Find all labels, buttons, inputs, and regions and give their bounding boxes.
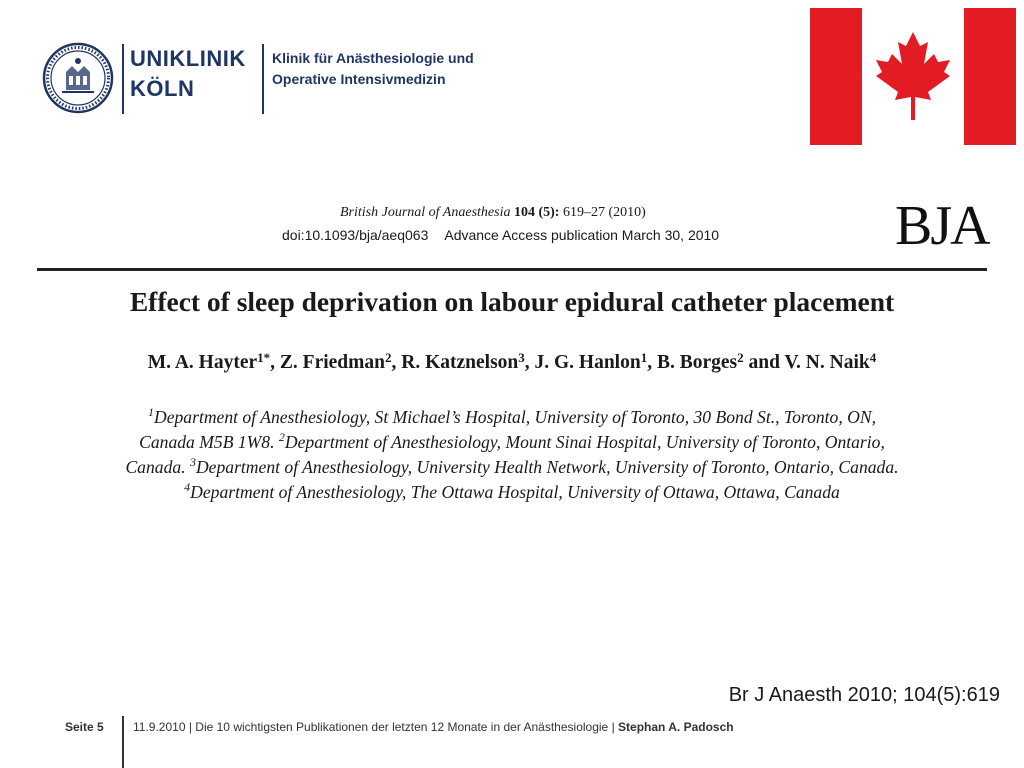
- journal-citation-line: [340, 205, 646, 221]
- paper-title: Effect of sleep deprivation on labour epidural catheter placement: [129, 286, 895, 317]
- author-separator: and: [743, 352, 785, 373]
- affiliation-text: Canada M5B 1W8.: [139, 432, 279, 452]
- affiliation-number: 3: [189, 455, 196, 469]
- affiliation-text: Department of Anesthesiology, Mount Sinai Hospital, University of Toronto, Ontario,: [284, 432, 885, 452]
- author-separator: ,: [270, 352, 280, 373]
- affiliation-line: [30, 405, 994, 430]
- author-separator: ,: [391, 352, 402, 373]
- doi: doi:10.1093/bja/aeq063: [282, 227, 429, 243]
- clinic-line-2: Operative Intensivmedizin: [272, 71, 446, 87]
- page-number: Seite 5: [65, 720, 104, 734]
- affiliation-text: Department of Anesthesiology, St Michael’s Hospital, University of Toronto, 30 Bond St., Toronto, ON,: [153, 407, 876, 427]
- footer-description: Die 10 wichtigsten Publikationen der letzten 12 Monate in der Anästhesiologie: [195, 720, 609, 734]
- affiliation-text: Canada.: [125, 457, 190, 477]
- author-affiliation-number: 2: [737, 350, 744, 365]
- clinic-line-1: Klinik für Anästhesiologie und: [272, 50, 474, 66]
- author-name: J. G. Hanlon: [534, 352, 641, 373]
- journal-name: British Journal of Anaesthesia: [340, 205, 511, 220]
- advance-access: Advance Access publication March 30, 2010: [444, 227, 720, 243]
- footer-author: Stephan A. Padosch: [618, 720, 734, 734]
- affiliation-line: [30, 455, 994, 480]
- footer-separator: |: [185, 720, 196, 734]
- university-logo-text: [130, 44, 260, 104]
- clinic-name: [272, 48, 532, 90]
- footer-date: 11.9.2010: [133, 720, 186, 734]
- author-separator: ,: [524, 352, 535, 373]
- journal-logo: BJA: [895, 195, 989, 257]
- header-divider: [122, 44, 124, 114]
- journal-volume: 104 (5):: [513, 205, 560, 220]
- footer-divider: [122, 716, 124, 768]
- author-affiliation-number: 4: [869, 350, 877, 365]
- author-name: V. N. Naik: [784, 352, 870, 373]
- author-name: M. A. Hayter: [147, 352, 258, 373]
- author-affiliation-number: 1: [640, 350, 648, 365]
- header-rule: [37, 268, 987, 271]
- university-seal-icon: [42, 42, 114, 114]
- affiliation-number: 4: [184, 480, 191, 494]
- footer-text: [133, 720, 734, 734]
- footer-separator: |: [608, 720, 619, 734]
- author-name: B. Borges: [656, 352, 738, 373]
- author-name: Z. Friedman: [279, 352, 385, 373]
- affiliation-line: [30, 430, 994, 455]
- author-affiliation-number: 1*: [257, 350, 271, 365]
- author-separator: ,: [647, 352, 657, 373]
- author-name: R. Katznelson: [401, 352, 519, 373]
- logo-line-1: UNIKLINIK: [130, 46, 246, 71]
- logo-line-2: KÖLN: [130, 76, 195, 101]
- canada-flag-icon: [810, 8, 1016, 145]
- affiliation-number: 2: [278, 430, 285, 444]
- journal-pages: 619–27 (2010): [562, 205, 646, 220]
- citation-reference: Br J Anaesth 2010; 104(5):619: [728, 684, 1000, 706]
- affiliation-line: [30, 480, 994, 505]
- author-affiliation-number: 3: [518, 350, 525, 365]
- affiliation-text: Department of Anesthesiology, University Health Network, University of Toronto, Ontario, Canada.: [195, 457, 899, 477]
- doi-line: [282, 227, 719, 243]
- header-divider: [262, 44, 264, 114]
- affiliation-text: Department of Anesthesiology, The Ottawa Hospital, University of Ottawa, Ottawa, Canada: [190, 482, 840, 502]
- affiliation-number: 1: [147, 405, 154, 419]
- author-list: [37, 352, 987, 374]
- author-affiliation-number: 2: [385, 350, 392, 365]
- affiliations: [30, 405, 994, 505]
